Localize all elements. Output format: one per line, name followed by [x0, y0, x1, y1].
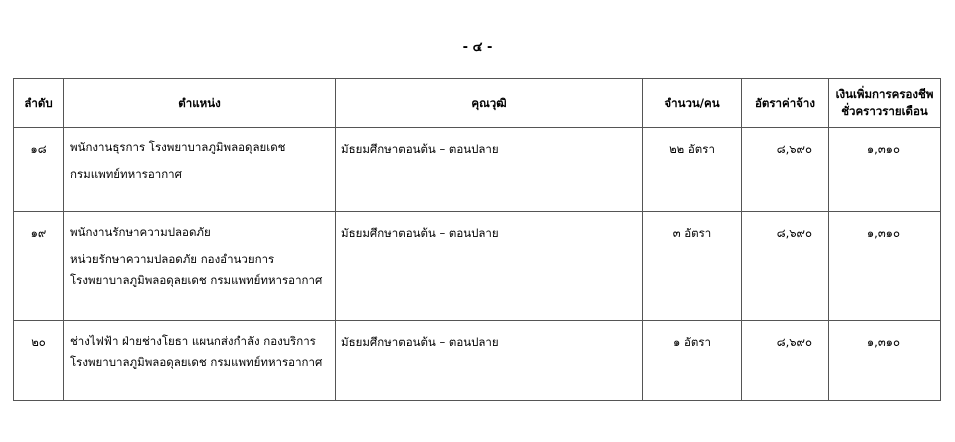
row-count: ๒๒ อัตรา — [643, 128, 742, 212]
header-position: ตำแหน่ง — [64, 79, 336, 128]
positions-table — [13, 78, 941, 401]
row-rate: ๘,๖๙๐ — [742, 321, 829, 401]
row-rate: ๘,๖๙๐ — [742, 128, 829, 212]
row-bonus: ๑,๓๑๐ — [829, 321, 941, 401]
table-row — [14, 212, 941, 321]
header-rate: อัตราค่าจ้าง — [742, 79, 829, 128]
row-bonus: ๑,๓๑๐ — [829, 212, 941, 321]
row-position — [64, 321, 336, 401]
table-row — [14, 321, 941, 401]
header-bonus — [829, 79, 941, 128]
position-line: กรมแพทย์ทหารอากาศ — [70, 167, 182, 181]
position-line: ช่างไฟฟ้า ฝ่ายช่างโยธา แผนกส่งกำลัง กองบริการ — [70, 334, 316, 348]
position-line: พนักงานรักษาความปลอดภัย — [70, 225, 211, 239]
row-qualification: มัธยมศึกษาตอนต้น – ตอนปลาย — [336, 128, 643, 212]
table-header-row — [14, 79, 941, 128]
position-line: โรงพยาบาลภูมิพลอดุลยเดช กรมแพทย์ทหารอากาศ — [70, 355, 323, 369]
row-position — [64, 212, 336, 321]
row-bonus: ๑,๓๑๐ — [829, 128, 941, 212]
row-no: ๒๐ — [14, 321, 64, 401]
header-bonus-line2: ชั่วคราวรายเดือน — [841, 104, 928, 118]
page-number: - ๔ - — [462, 40, 493, 55]
header-no: ลำดับ — [14, 79, 64, 128]
row-qualification: มัธยมศึกษาตอนต้น – ตอนปลาย — [336, 321, 643, 401]
row-count: ๑ อัตรา — [643, 321, 742, 401]
row-position — [64, 128, 336, 212]
header-bonus-line1: เงินเพิ่มการครองชีพ — [835, 87, 934, 101]
header-qualification: คุณวุฒิ — [336, 79, 643, 128]
header-count: จำนวน/คน — [643, 79, 742, 128]
row-rate: ๘,๖๙๐ — [742, 212, 829, 321]
position-line: พนักงานธุรการ โรงพยาบาลภูมิพลอดุลยเดช — [70, 140, 286, 154]
row-qualification: มัธยมศึกษาตอนต้น – ตอนปลาย — [336, 212, 643, 321]
table-row — [14, 128, 941, 212]
row-no: ๑๙ — [14, 212, 64, 321]
row-no: ๑๘ — [14, 128, 64, 212]
position-line: หน่วยรักษาความปลอดภัย กองอำนวยการ — [70, 252, 275, 266]
row-count: ๓ อัตรา — [643, 212, 742, 321]
position-line: โรงพยาบาลภูมิพลอดุลยเดช กรมแพทย์ทหารอากาศ — [70, 273, 323, 287]
